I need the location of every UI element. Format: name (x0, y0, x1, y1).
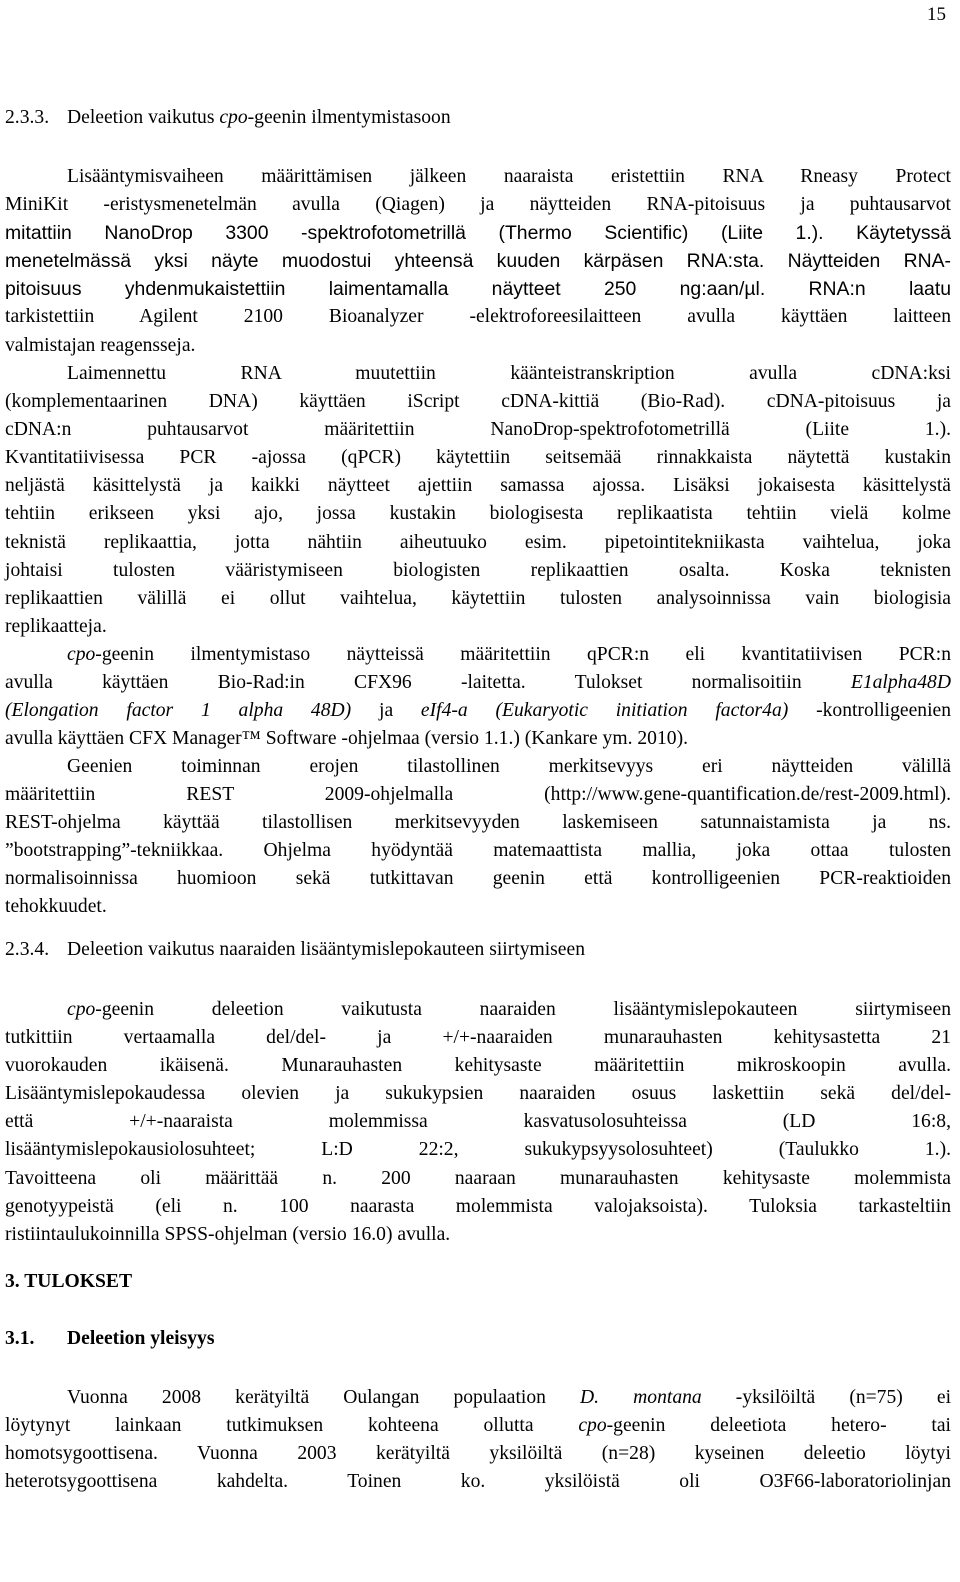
text-line: vuorokauden ikäisenä. Munarauhasten kehitysaste määritettiin mikroskoopin avulla. (5, 1055, 951, 1077)
text-line: teknistä replikaattia, jotta nähtiin aiheutuuko esim. pipetointitekniikasta vaihtelua, joka (5, 531, 951, 553)
text-line: määritettiin REST 2009-ohjelmalla (http://www.gene-quantification.de/rest-2009.html). (5, 784, 951, 806)
text-line: MiniKit -eristysmenetelmän avulla (Qiagen) ja näytteiden RNA-pitoisuus ja puhtausarvot (5, 194, 951, 216)
text-line: neljästä käsittelystä ja kaikki näytteet ajettiin samassa ajossa. Lisäksi jokaisesta käsittelystä (5, 475, 951, 497)
text-span: löytynyt lainkaan tutkimuksen kohteena ollutta (5, 1415, 579, 1437)
text-span: -geenin ilmentymistaso näytteissä määritettiin qPCR:n eli kvantitatiivisen PCR:n (95, 644, 951, 665)
chapter-heading-results: 3. TULOKSET (5, 1271, 133, 1292)
text-line: tehtiin erikseen yksi ajo, jossa kustakin biologisesta replikaatista tehtiin vielä kolme (5, 503, 951, 525)
text-line: homotsygoottisena. Vuonna 2003 kerätyiltä yksilöiltä (n=28) kyseinen deleetio löytyi (5, 1443, 951, 1465)
text-line: pitoisuus yhdenmukaistettiin laimentamalla näytteet 250 ng:aan/µl. RNA:n laatu (5, 278, 951, 301)
text-span: -geenin deleetiota hetero- tai (606, 1415, 952, 1437)
text-line (5, 669, 951, 697)
paragraph-deletion-frequency (5, 1384, 951, 1496)
section-number: 2.3.3. (5, 107, 50, 128)
text-line: cDNA:n puhtausarvot määritettiin NanoDrop-spektrofotometrillä (Liite 1.). (5, 419, 951, 441)
text-line: normalisoinnissa huomioon sekä tutkittavan geenin että kontrolligeenien PCR-reaktioiden (5, 868, 951, 890)
section-title-gene: cpo (219, 107, 248, 128)
gene-name: E1alpha48D (850, 672, 951, 694)
text-line: menetelmässä yksi näyte muodostui yhteensä kuuden kärpäsen RNA:sta. Näytteiden RNA- (5, 250, 951, 273)
text-line: ristiintaulukoinnilla SPSS-ohjelman (versio 16.0) avulla. (5, 1223, 451, 1245)
paragraph-normalisation (5, 641, 951, 753)
text-line: REST-ohjelma käyttää tilastollisen merkitsevyyden laskemiseen satunnaistamista ja ns. (5, 812, 951, 834)
text-line (5, 1384, 951, 1412)
text-line: valmistajan reagensseja. (5, 334, 196, 356)
text-span: avulla käyttäen Bio-Rad:in CFX96 -laitetta. Tulokset normalisoitiin (5, 672, 851, 694)
paragraph-diapause (5, 996, 951, 1249)
section-title-post: -geenin ilmentymistasoon (247, 107, 451, 128)
text-line: (komplementaarinen DNA) käyttäen iScript cDNA-kittiä (Bio-Rad). cDNA-pitoisuus ja (5, 391, 951, 413)
gene-name: cpo (578, 1415, 607, 1437)
section-heading-2-3-4 (5, 936, 951, 964)
text-line: heterotsygoottisena kahdelta. Toinen ko. yksilöistä oli O3F66-laboratoriolinjan (5, 1471, 951, 1493)
text-line: ”bootstrapping”-tekniikkaa. Ohjelma hyödyntää matemaattista mallia, joka ottaa tulosten (5, 840, 951, 862)
text-line: Kvantitatiivisessa PCR -ajossa (qPCR) käytettiin seitsemää rinnakkaista näytettä kustakin (5, 447, 951, 469)
text-span: -geenin deleetion vaikutusta naaraiden lisääntymislepokauteen siirtymiseen (95, 999, 951, 1020)
text-line: avulla käyttäen CFX Manager™ Software -ohjelmaa (versio 1.1.) (Kankare ym. 2010). (5, 728, 688, 750)
section-number: 3.1. (5, 1328, 35, 1349)
gene-name: cpo (67, 999, 96, 1020)
section-title: Deleetion vaikutus naaraiden lisääntymislepokauteen siirtymiseen (67, 939, 585, 960)
paragraph-statistics (5, 753, 951, 922)
text-line: genotyypeistä (eli n. 100 naarasta molemmista valojaksoista). Tuloksia tarkasteltiin (5, 1195, 951, 1217)
gene-name: (Elongation factor 1 alpha 48D) (5, 700, 352, 722)
text-span: -yksilöiltä (n=75) ei (701, 1387, 952, 1408)
section-title: Deleetion yleisyys (67, 1328, 215, 1349)
text-span: ja (351, 700, 421, 722)
section-heading-3-1 (5, 1325, 951, 1353)
section-title-pre: Deleetion vaikutus (67, 107, 220, 128)
gene-name: cpo (67, 644, 96, 665)
text-line: mitattiin NanoDrop 3300 -spektrofotometrillä (Thermo Scientific) (Liite 1.). Käytetyssä (5, 222, 951, 245)
text-line (5, 697, 951, 725)
text-line: tarkistettiin Agilent 2100 Bioanalyzer -elektroforeesilaitteen avulla käyttäen laitteen (5, 306, 951, 328)
text-line (5, 996, 951, 1024)
text-line: Laimennettu RNA muutettiin käänteistranskription avulla cDNA:ksi (67, 363, 951, 384)
paragraph-cdna-qpcr (5, 360, 951, 641)
text-line: Tavoitteena oli määrittää n. 200 naaraan munarauhasten kehitysaste molemmista (5, 1167, 951, 1189)
section-heading-2-3-3 (5, 104, 951, 132)
text-line: Geenien toiminnan erojen tilastollinen merkitsevyys eri näytteiden välillä (67, 756, 951, 777)
text-line: Lisääntymislepokaudessa olevien ja sukukypsien naaraiden osuus laskettiin sekä del/del- (5, 1083, 951, 1105)
paragraph-rna-extraction (5, 163, 951, 360)
text-line (5, 641, 951, 669)
text-line: että +/+-naaraista molemmissa kasvatusolosuhteissa (LD 16:8, (5, 1111, 951, 1133)
text-span: Vuonna 2008 kerätyiltä Oulangan populaation (67, 1387, 581, 1408)
text-span: -kontrolligeenien (788, 700, 952, 722)
section-number: 2.3.4. (5, 939, 50, 960)
text-line: tutkittiin vertaamalla del/del- ja +/+-naaraiden munarauhasten kehitysastetta 21 (5, 1027, 951, 1049)
text-line: lisääntymislepokausiolosuhteet; L:D 22:2, sukukypsyysolosuhteet) (Taulukko 1.). (5, 1139, 951, 1161)
text-line: tehokkuudet. (5, 896, 107, 918)
text-line: replikaattien välillä ei ollut vaihtelua, käytettiin tulosten analysoinnissa vain biologisia (5, 587, 951, 609)
gene-name: eIf4-a (Eukaryotic initiation factor4a) (420, 700, 789, 722)
text-line: replikaatteja. (5, 615, 107, 637)
text-line: Lisääntymisvaiheen määrittämisen jälkeen naaraista eristettiin RNA Rneasy Protect (67, 166, 951, 187)
species-name: D. montana (580, 1387, 702, 1408)
text-line (5, 1412, 951, 1440)
page-number: 15 (927, 4, 946, 25)
text-line: johtaisi tulosten vääristymiseen biologisten replikaattien osalta. Koska teknisten (5, 559, 951, 581)
